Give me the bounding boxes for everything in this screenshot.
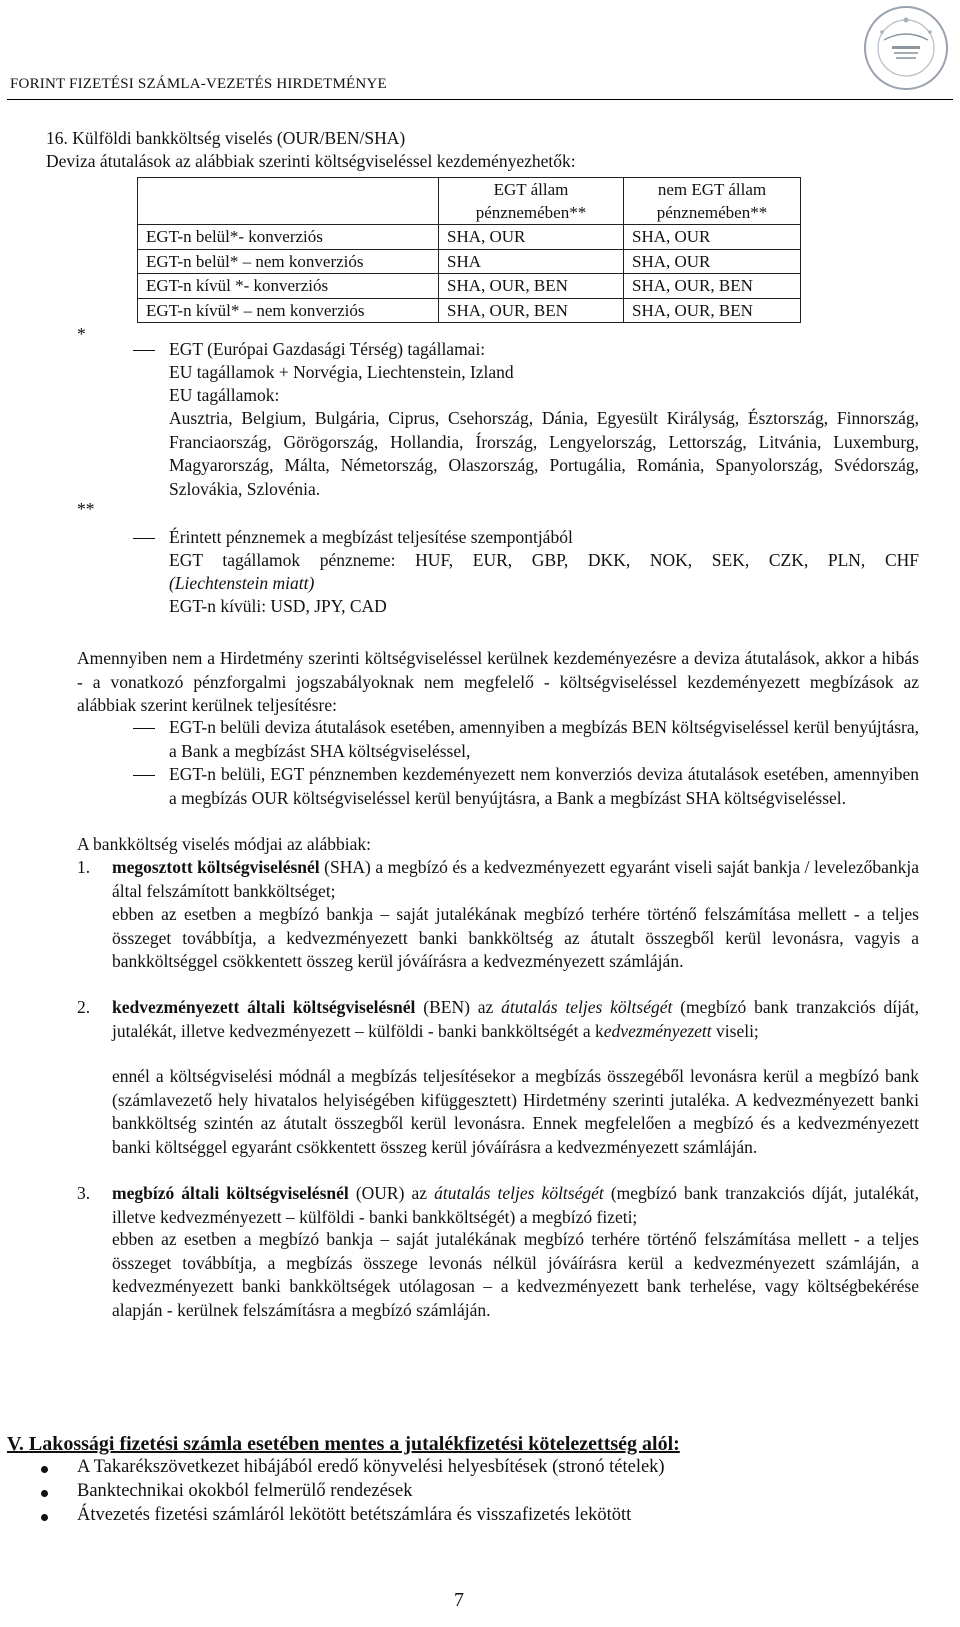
non-egt-currencies: EGT-n kívüli: USD, JPY, CAD <box>169 596 387 616</box>
egt-currencies: EGT tagállamok pénzneme: HUF, EUR, GBP, DKK, NOK, SEK, CZK, PLN, CHF <box>169 550 919 570</box>
row-non-egt-value: SHA, OUR, BEN <box>624 274 801 299</box>
item-our-italic: átutalás teljes költségét <box>434 1183 604 1203</box>
row-label: EGT-n belül* – nem konverziós <box>138 249 439 274</box>
item-our-term: megbízó általi költségviselésnél <box>112 1183 349 1203</box>
table-header-row <box>138 178 801 225</box>
item-ben-italic-2: edvezményezett <box>603 1020 712 1041</box>
row-label: EGT-n kívül *- konverziós <box>138 274 439 299</box>
header-non-egt-line2: pénznemében** <box>656 203 768 222</box>
table-row <box>138 249 801 274</box>
table-row <box>138 274 801 299</box>
egt-members-title: EGT (Európai Gazdasági Térség) tagállamai: <box>169 339 486 359</box>
section-16-heading: 16. Külföldi bankköltség viselés (OUR/BEN/SHA) <box>46 128 406 148</box>
item-ben-text-b: (megbízó bank tranzakciós díját, jutalékát, illetve kedvezményezett – külföldi - banki bankköltségét a k <box>112 997 919 1041</box>
cost-bearing-table <box>137 177 801 323</box>
item-ben-text-a: (BEN) az <box>415 997 502 1017</box>
bullet-dot <box>41 1466 48 1473</box>
egt-members-line: EU tagállamok + Norvégia, Liechtenstein, Izland <box>169 362 514 382</box>
item-our <box>112 1182 919 1229</box>
list-number-3: 3. <box>77 1183 91 1203</box>
dash-bullet <box>133 350 155 351</box>
page-number: 7 <box>454 1589 464 1611</box>
table-header-egt <box>439 178 624 225</box>
table-row <box>138 225 801 250</box>
modes-intro: A bankköltség viselés módjai az alábbiak: <box>77 834 372 854</box>
table-corner-cell <box>138 178 439 225</box>
exemption-item: A Takarékszövetkezet hibájából eredő könyvelési helyesbítések (stronó tételek) <box>77 1457 665 1477</box>
dash-bullet <box>133 728 155 729</box>
eu-country-list: Ausztria, Belgium, Bulgária, Ciprus, Csehország, Dánia, Egyesült Királyság, Észtország, Finnország, Franciaország, Görögország, Hollandia, Írország, Lengyelország, Lettország, Litvánia, Luxemburg, Magyarország, Málta, Németország, Olaszország, Portugália, Románia, Spanyolország, Svédország, Szlovákia, Szlovénia. <box>169 408 919 499</box>
item-our-detail: ebben az esetben a megbízó bankja – saját jutalékának megbízó terhére történő felszámítása mellett - a teljes összeget továbbítja, a megbízás összege levonás nélkül jóváírásra kerül a kedvezményezett számláján, a kedvezményezett banki bankköltségek utólagosan – a kedvezményezett bank terhelése, vagy költségbekérése alapján - kerülnek felszámításra a megbízó számláján. <box>112 1229 919 1320</box>
table-row <box>138 298 801 323</box>
item-our-text-a: (OUR) az <box>348 1183 435 1203</box>
seal-logo <box>862 4 950 92</box>
item-ben-text-c: viseli; <box>711 1020 759 1041</box>
rule-our-to-sha: EGT-n belüli, EGT pénznemben kezdeményezett nem konverziós deviza átutalások esetében, amennyiben a megbízás OUR költségviseléssel kerül benyújtásra, a Bank a megbízást SHA költségviseléssel. <box>169 764 919 808</box>
rule-ben-to-sha: EGT-n belüli deviza átutalások esetében, amennyiben a megbízás BEN költségviseléssel kerül benyújtásra, a Bank a megbízást SHA költségviseléssel, <box>169 717 919 761</box>
row-non-egt-value: SHA, OUR <box>624 249 801 274</box>
item-sha-text: (SHA) a megbízó és a kedvezményezett egyaránt viseli saját bankja / levelezőbankja által felszámított bankköltséget; <box>112 857 919 901</box>
dash-bullet <box>133 775 155 776</box>
item-sha-term: megosztott költségviselésnél <box>112 857 320 877</box>
item-ben-detail: ennél a költségviselési módnál a megbízás teljesítésekor a megbízás összegéből levonásra kerül a megbízó bank (számlavezető hely hivatalos helyiségében kifüggesztett) Hirdetmény szerinti jutaléka. A kedvezményezett banki bankköltség szintén az átutalt összegből kerül levonásra. Ennek megfelelően a megbízó és a kedvezményezett banki költséggel egyaránt csökkentett összeg kerül jóváírásra a kedvezményezett számláján. <box>112 1066 919 1157</box>
footnote-marker-single: * <box>77 324 86 344</box>
header-egt-line1: EGT állam <box>493 180 569 199</box>
exemption-item: Átvezetés fizetési számláról lekötött betétszámlára és visszafizetés lekötött <box>77 1505 632 1525</box>
row-egt-value: SHA, OUR, BEN <box>439 274 624 299</box>
bullet-dot <box>41 1490 48 1497</box>
section-v-heading: V. Lakossági fizetési számla esetében mentes a jutalékfizetési kötelezettség alól: <box>7 1433 680 1455</box>
list-number-2: 2. <box>77 997 91 1017</box>
row-label: EGT-n belül*- konverziós <box>138 225 439 250</box>
row-egt-value: SHA <box>439 249 624 274</box>
header-rule <box>7 99 953 100</box>
liechtenstein-note: (Liechtenstein miatt) <box>169 573 315 593</box>
exemption-item: Banktechnikai okokból felmerülő rendezések <box>77 1481 413 1501</box>
item-sha <box>112 856 919 903</box>
eu-members-label: EU tagállamok: <box>169 385 280 405</box>
section-16-intro: Deviza átutalások az alábbiak szerinti költségviseléssel kezdeményezhetők: <box>46 151 576 171</box>
item-ben-italic: átutalás teljes költségét <box>501 997 673 1017</box>
item-ben-term: kedvezményezett általi költségviselésnél <box>112 997 416 1017</box>
item-ben <box>112 996 919 1043</box>
table-header-non-egt <box>624 178 801 225</box>
list-number-1: 1. <box>77 857 91 877</box>
row-egt-value: SHA, OUR, BEN <box>439 298 624 323</box>
footnote-marker-double: ** <box>77 499 95 519</box>
item-our-text-b: (megbízó bank tranzakciós díját, jutalékát, illetve kedvezményezett – külföldi - banki bankköltségét) a megbízó fizeti; <box>112 1183 919 1227</box>
row-non-egt-value: SHA, OUR <box>624 225 801 250</box>
row-label: EGT-n kívül* – nem konverziós <box>138 298 439 323</box>
item-sha-detail: ebben az esetben a megbízó bankja – saját jutalékának megbízó terhére történő felszámítása mellett - a teljes összeget továbbítja, a kedvezményezett banki bankköltség az átutalt összegből kerül levonásra, vagyis a bankköltséggel csökkentett összeg kerül jóváírásra a kedvezményezett számláján. <box>112 904 919 971</box>
header-egt-line2: pénznemében** <box>475 203 587 222</box>
row-egt-value: SHA, OUR <box>439 225 624 250</box>
dash-bullet <box>133 538 155 539</box>
currencies-title: Érintett pénznemek a megbízást teljesítése szempontjából <box>169 527 573 547</box>
hibas-koltsegviseles-paragraph: Amennyiben nem a Hirdetmény szerinti költségviseléssel kerülnek kezdeményezésre a deviza átutalások, akkor a hibás - a vonatkozó pénzforgalmi jogszabályoknak nem megfelelő - költségviseléssel kezdeményezett megbízások az alábbiak szerint kerülnek teljesítésre: <box>77 648 919 715</box>
document-header-title: FORINT FIZETÉSI SZÁMLA-VEZETÉS HIRDETMÉNYE <box>10 76 387 92</box>
row-non-egt-value: SHA, OUR, BEN <box>624 298 801 323</box>
header-non-egt-line1: nem EGT állam <box>657 180 767 199</box>
bullet-dot <box>41 1514 48 1521</box>
